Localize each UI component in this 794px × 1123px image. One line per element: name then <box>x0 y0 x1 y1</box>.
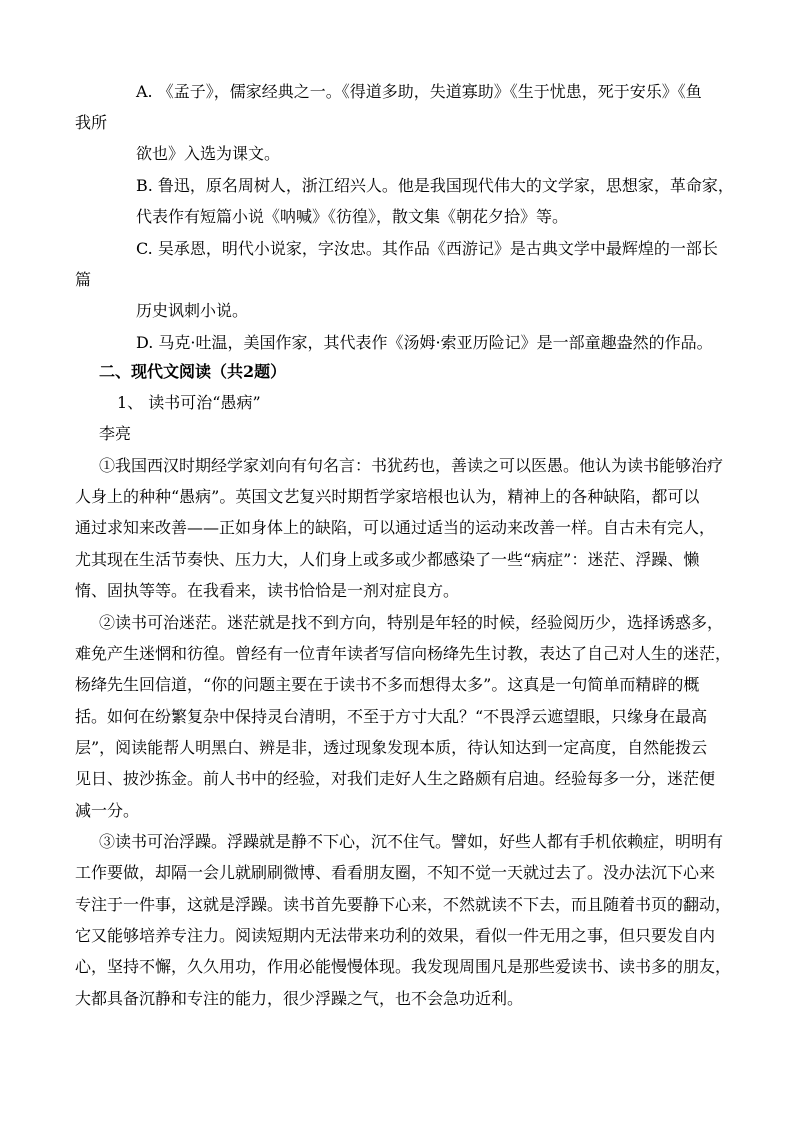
option-d-line-1: D. 马克·吐温，美国作家，其代表作《汤姆·索亚历险记》是一部童趣盎然的作品。 <box>136 333 713 352</box>
option-a-line-3: 欲也》入选为课文。 <box>136 144 281 163</box>
paragraph-3-line-6: 大都具备沉静和专注的能力，很少浮躁之气，也不会急功近利。 <box>75 989 524 1008</box>
paragraph-3-line-2: 工作要做，却隔一会儿就刷刷微博、看看朋友圈，不知不觉一天就过去了。没办法沉下心来 <box>75 863 716 882</box>
paragraph-2-line-5: 层”，阅读能帮人明黑白、辨是非，透过现象发现本质，待认知达到一定高度，自然能拨云 <box>75 738 708 757</box>
option-c-line-2: 篇 <box>75 270 92 289</box>
paragraph-2-line-6: 见日、披沙拣金。前人书中的经验，对我们走好人生之路颇有启迪。经验每多一分，迷茫便 <box>75 769 716 788</box>
option-c-line-3: 历史讽刺小说。 <box>136 301 249 320</box>
paragraph-2-line-7: 减一分。 <box>75 801 140 820</box>
option-b-line-1: B. 鲁迅，原名周树人，浙江绍兴人。他是我国现代伟大的文学家，思想家，革命家， <box>136 176 734 195</box>
question-title: 1、 读书可治“愚病” <box>117 393 261 412</box>
article-author: 李亮 <box>99 424 132 443</box>
paragraph-3-line-4: 它又能够培养专注力。阅读短期内无法带来功利的效果，看似一件无用之事，但只要发自内 <box>75 926 716 945</box>
paragraph-1-line-1: ①我国西汉时期经学家刘向有句名言：书犹药也，善读之可以医愚。他认为读书能够治疗 <box>99 456 724 475</box>
paragraph-1-line-5: 惰、固执等等。在我看来，读书恰恰是一剂对症良方。 <box>75 581 460 600</box>
option-a-line-2: 我所 <box>75 113 108 132</box>
paragraph-2-line-1: ②读书可治迷茫。迷茫就是找不到方向，特别是年轻的时候，经验阅历少，选择诱惑多， <box>99 613 724 632</box>
paragraph-3-line-5: 心，坚持不懈，久久用功，作用必能慢慢体现。我发现周围凡是那些爱读书、读书多的朋友， <box>75 957 732 976</box>
paragraph-1-line-3: 通过求知来改善——正如身体上的缺陷，可以通过适当的运动来改善一样。自古未有完人， <box>75 518 716 537</box>
paragraph-2-line-4: 括。如何在纷繁复杂中保持灵台清明，不至于方寸大乱？“不畏浮云遮望眼，只缘身在最高 <box>75 707 708 726</box>
option-b-line-2: 代表作有短篇小说《呐喊》《彷徨》，散文集《朝花夕拾》等。 <box>136 207 569 226</box>
paragraph-3-line-1: ③读书可治浮躁。浮躁就是静不下心，沉不住气。譬如，好些人都有手机依赖症，明明有 <box>99 832 724 851</box>
option-c-line-1: C. 吴承恩，明代小说家，字汝忠。其作品《西游记》是古典文学中最辉煌的一部长 <box>136 239 718 258</box>
paragraph-2-line-3: 杨绛先生回信道，“你的问题主要在于读书不多而想得太多”。这真是一句简单而精辟的概 <box>75 675 700 694</box>
paragraph-2-line-2: 难免产生迷惘和彷徨。曾经有一位青年读者写信向杨绛先生讨教，表达了自己对人生的迷茫， <box>75 644 732 663</box>
section-heading: 二、现代文阅读（共2题） <box>99 362 287 381</box>
option-a-line-1: A. 《孟子》，儒家经典之一。《得道多助，失道寡助》《生于忧患，死于安乐》《鱼 <box>136 82 702 101</box>
paragraph-1-line-4: 尤其现在生活节奏快、压力大，人们身上或多或少都感染了一些“病症”：迷茫、浮躁、懒 <box>75 550 700 569</box>
paragraph-3-line-3: 专注于一件事，这就是浮躁。读书首先要静下心来，不然就读不下去，而且随着书页的翻动， <box>75 895 732 914</box>
paragraph-1-line-2: 人身上的种种“愚病”。英国文艺复兴时期哲学家培根也认为，精神上的各种缺陷，都可以 <box>75 487 700 506</box>
